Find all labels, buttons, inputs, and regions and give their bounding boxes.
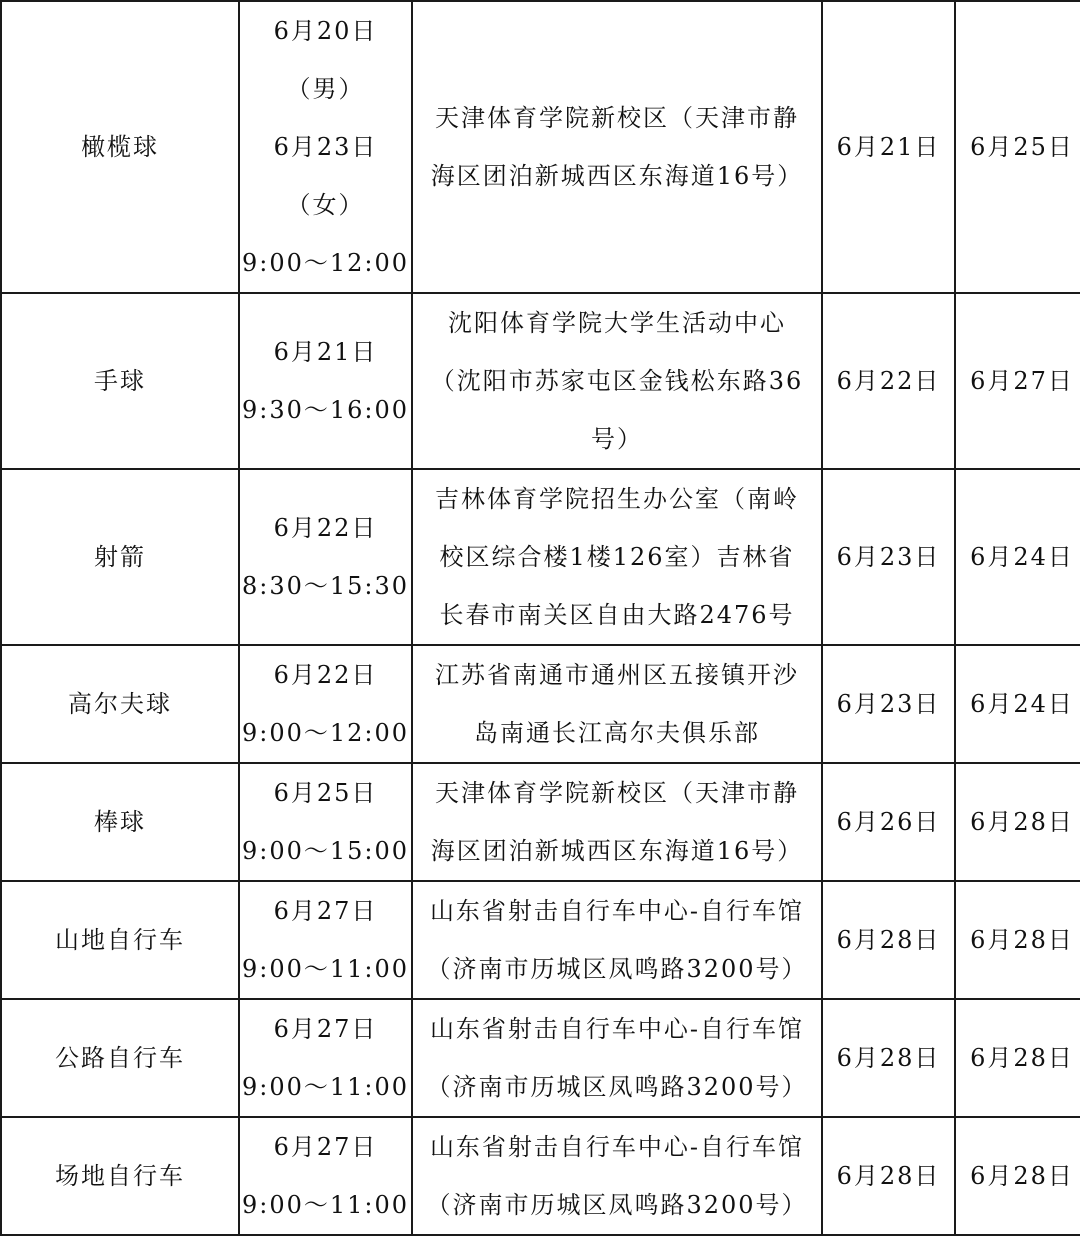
sport-cell: 山地自行车: [1, 881, 239, 999]
venue-line: 长春市南关区自由大路2476号: [439, 601, 795, 629]
venue-cell: [412, 469, 822, 645]
time-cell: [239, 1117, 412, 1235]
venue-cell: [412, 1, 822, 293]
time-line: 9:00～11:00: [241, 1073, 410, 1101]
venue-line: 吉林体育学院招生办公室（南岭: [435, 485, 799, 513]
sport-cell: 棒球: [1, 763, 239, 881]
venue-cell: [412, 293, 822, 469]
time-line: 6月22日: [273, 661, 378, 689]
venue-line: 岛南通长江高尔夫俱乐部: [474, 719, 760, 747]
venue-line: 山东省射击自行车中心-自行车馆: [429, 1015, 805, 1043]
time-line: 9:00～12:00: [241, 719, 410, 747]
table-row: [1, 763, 1080, 881]
time-line: （男）: [286, 75, 365, 103]
venue-cell: [412, 881, 822, 999]
time-line: 6月27日: [273, 897, 378, 925]
time-cell: [239, 1, 412, 293]
time-line: 8:30～15:30: [241, 572, 410, 600]
time-cell: [239, 763, 412, 881]
time-line: 6月20日: [273, 17, 378, 45]
time-line: （女）: [286, 191, 365, 219]
table-row: [1, 1, 1080, 293]
time-line: 9:30～16:00: [241, 396, 410, 424]
time-cell: [239, 469, 412, 645]
venue-line: 号）: [591, 425, 643, 453]
sport-cell: 手球: [1, 293, 239, 469]
table-row: [1, 469, 1080, 645]
table-row: [1, 881, 1080, 999]
date-cell: 6月21日: [822, 1, 955, 293]
table-row: [1, 1117, 1080, 1235]
date-cell: 6月26日: [822, 763, 955, 881]
date-cell: 6月25日: [955, 1, 1080, 293]
time-line: 9:00～11:00: [241, 955, 410, 983]
date-cell: 6月22日: [822, 293, 955, 469]
table-row: [1, 999, 1080, 1117]
time-line: 9:00～15:00: [241, 837, 410, 865]
time-line: 6月21日: [273, 338, 378, 366]
venue-line: 海区团泊新城西区东海道16号）: [430, 837, 804, 865]
venue-line: 江苏省南通市通州区五接镇开沙: [435, 661, 799, 689]
venue-line: （济南市历城区凤鸣路3200号）: [426, 955, 808, 983]
time-line: 6月25日: [273, 779, 378, 807]
date-cell: 6月23日: [822, 645, 955, 763]
date-cell: 6月28日: [955, 881, 1080, 999]
venue-cell: [412, 1117, 822, 1235]
table-row: [1, 645, 1080, 763]
table-row: [1, 293, 1080, 469]
time-cell: [239, 645, 412, 763]
venue-line: 校区综合楼1楼126室）吉林省: [439, 543, 795, 571]
venue-cell: [412, 763, 822, 881]
date-cell: 6月28日: [822, 999, 955, 1117]
venue-line: 天津体育学院新校区（天津市静: [435, 104, 799, 132]
venue-line: （沈阳市苏家屯区金钱松东路36: [430, 367, 804, 395]
date-cell: 6月28日: [822, 881, 955, 999]
sport-cell: 公路自行车: [1, 999, 239, 1117]
venue-cell: [412, 999, 822, 1117]
date-cell: 6月28日: [955, 999, 1080, 1117]
date-cell: 6月23日: [822, 469, 955, 645]
venue-line: 山东省射击自行车中心-自行车馆: [429, 897, 805, 925]
time-line: 9:00～12:00: [241, 249, 410, 277]
time-cell: [239, 881, 412, 999]
sport-cell: 橄榄球: [1, 1, 239, 293]
time-line: 6月23日: [273, 133, 378, 161]
time-line: 9:00～11:00: [241, 1191, 410, 1219]
time-cell: [239, 293, 412, 469]
venue-line: 沈阳体育学院大学生活动中心: [448, 309, 786, 337]
sport-cell: 高尔夫球: [1, 645, 239, 763]
date-cell: 6月28日: [955, 1117, 1080, 1235]
date-cell: 6月28日: [822, 1117, 955, 1235]
venue-line: （济南市历城区凤鸣路3200号）: [426, 1073, 808, 1101]
venue-line: 天津体育学院新校区（天津市静: [435, 779, 799, 807]
date-cell: 6月24日: [955, 469, 1080, 645]
date-cell: 6月27日: [955, 293, 1080, 469]
date-cell: 6月28日: [955, 763, 1080, 881]
time-line: 6月27日: [273, 1133, 378, 1161]
venue-line: 山东省射击自行车中心-自行车馆: [429, 1133, 805, 1161]
venue-line: （济南市历城区凤鸣路3200号）: [426, 1191, 808, 1219]
venue-cell: [412, 645, 822, 763]
sport-cell: 场地自行车: [1, 1117, 239, 1235]
sport-cell: 射箭: [1, 469, 239, 645]
venue-line: 海区团泊新城西区东海道16号）: [430, 162, 804, 190]
date-cell: 6月24日: [955, 645, 1080, 763]
time-line: 6月22日: [273, 514, 378, 542]
time-cell: [239, 999, 412, 1117]
time-line: 6月27日: [273, 1015, 378, 1043]
